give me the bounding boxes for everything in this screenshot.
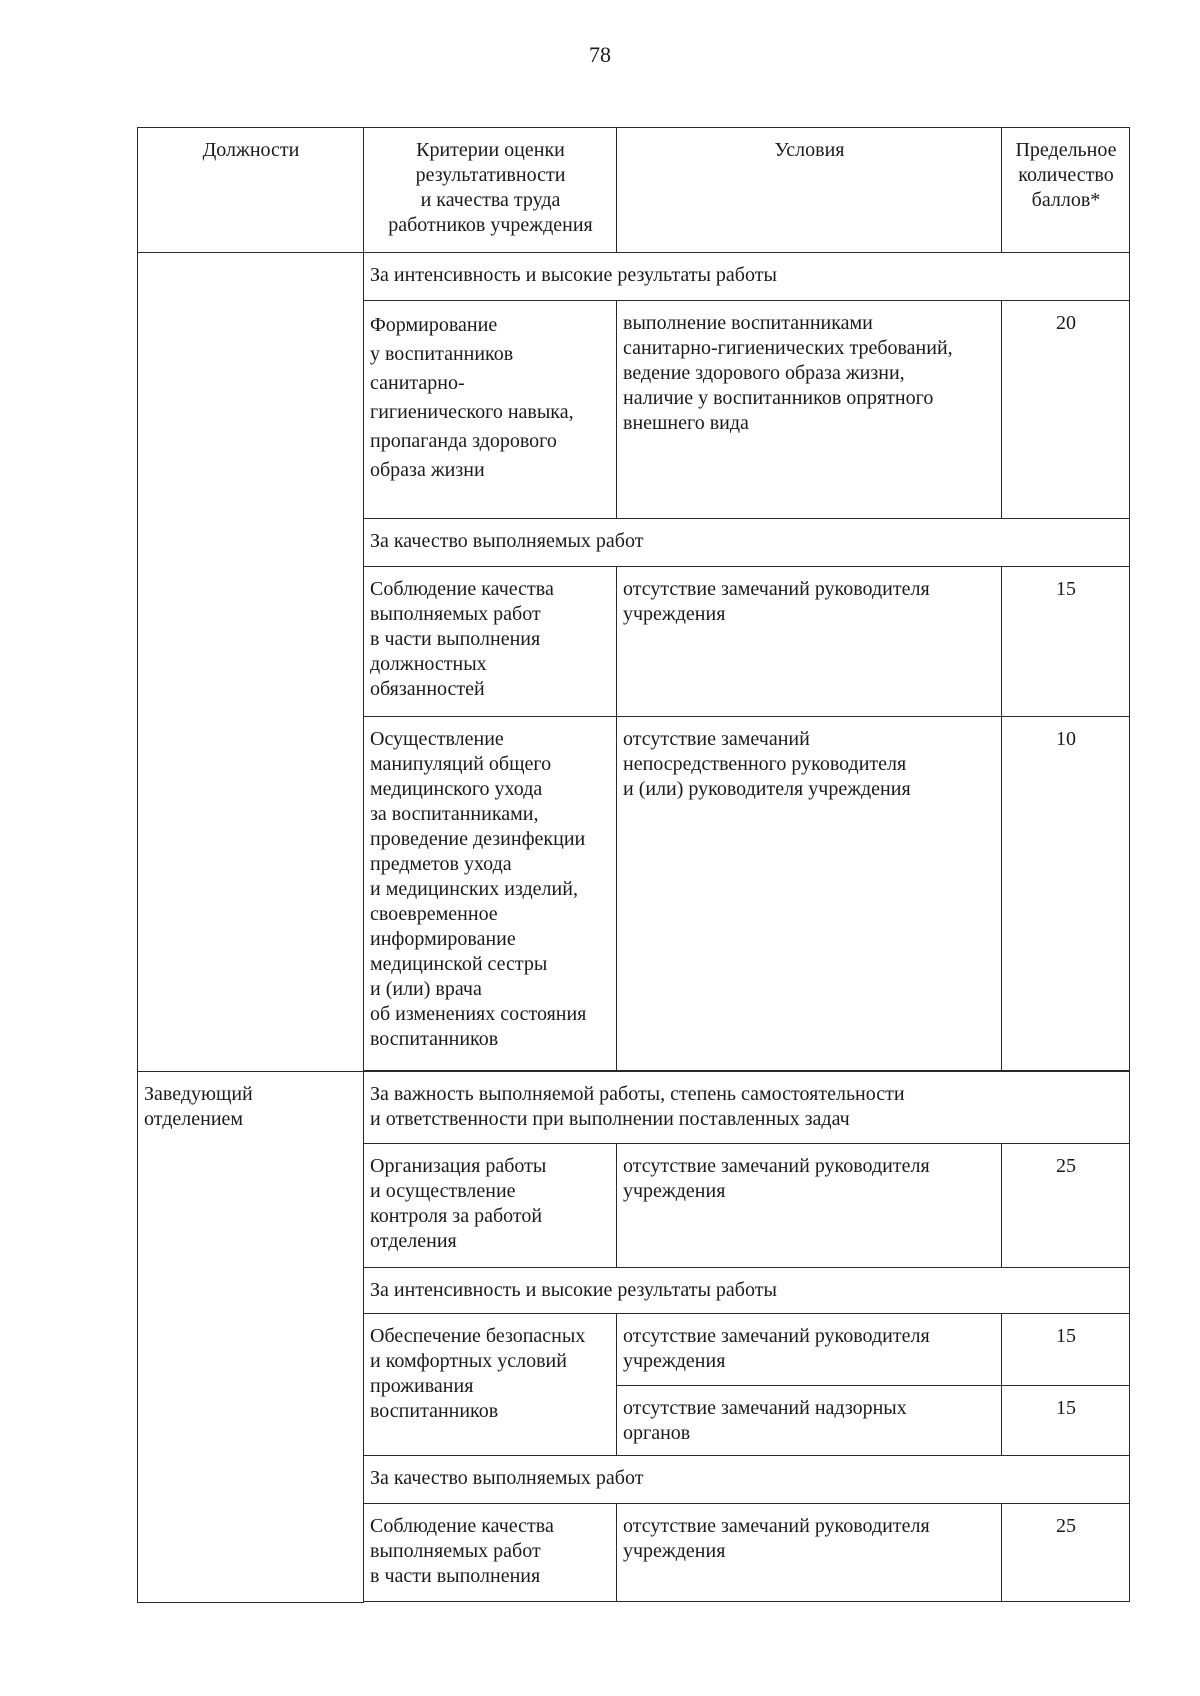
condition-cell: отсутствие замечаний руководителя учреждения — [617, 1504, 1002, 1602]
condition-cell: отсутствие замечаний руководителя учреждения — [617, 1314, 1002, 1386]
condition-cell: выполнение воспитанниками санитарно-гигиенических требований, ведение здорового образа жизни, наличие у воспитанников опрятного внешнего вида — [617, 301, 1002, 519]
header-max-points: Предельное количество баллов* — [1002, 128, 1130, 253]
criterion-cell: Соблюдение качества выполняемых работ в части выполнения — [364, 1504, 617, 1602]
header-criteria: Критерии оценки результативности и качества труда работников учреждения — [364, 128, 617, 253]
table-header-row — [138, 128, 1130, 253]
page-number: 78 — [589, 42, 611, 67]
points-cell: 15 — [1002, 1314, 1130, 1386]
criterion-cell: Организация работы и осуществление контроля за работой отделения — [364, 1144, 617, 1268]
header-conditions: Условия — [617, 128, 1002, 253]
condition-cell: отсутствие замечаний руководителя учреждения — [617, 1144, 1002, 1268]
points-cell: 10 — [1002, 717, 1130, 1071]
section-title: За интенсивность и высокие результаты работы — [364, 1268, 1130, 1314]
points-cell: 20 — [1002, 301, 1130, 519]
position-head-of-department: Заведующий отделением — [138, 1072, 364, 1603]
section-row — [138, 253, 1130, 301]
points-cell: 25 — [1002, 1144, 1130, 1268]
section-title: За качество выполняемых работ — [364, 519, 1130, 567]
points-cell: 25 — [1002, 1504, 1130, 1602]
criterion-cell: Осуществление манипуляций общего медицинского ухода за воспитанниками, проведение дезинфекции предметов ухода и медицинских изделий, своевременное информирование медицинской сестры и (или) врача об изменениях состояния воспитанников — [364, 717, 617, 1071]
criterion-cell: Формирование у воспитанников санитарно- гигиенического навыка, пропаганда здорового образа жизни — [364, 301, 617, 519]
condition-cell: отсутствие замечаний надзорных органов — [617, 1386, 1002, 1456]
section-row — [138, 1072, 1130, 1144]
condition-cell: отсутствие замечаний непосредственного руководителя и (или) руководителя учреждения — [617, 717, 1002, 1071]
header-position: Должности — [138, 128, 364, 253]
criterion-cell: Обеспечение безопасных и комфортных условий проживания воспитанников — [364, 1314, 617, 1456]
criteria-table — [137, 127, 1130, 1603]
criterion-cell: Соблюдение качества выполняемых работ в части выполнения должностных обязанностей — [364, 567, 617, 717]
points-cell: 15 — [1002, 1386, 1130, 1456]
section-title: За интенсивность и высокие результаты работы — [364, 253, 1130, 301]
points-cell: 15 — [1002, 567, 1130, 717]
section-title: За важность выполняемой работы, степень самостоятельности и ответственности при выполнении поставленных задач — [364, 1072, 1130, 1144]
condition-cell: отсутствие замечаний руководителя учреждения — [617, 567, 1002, 717]
section-title: За качество выполняемых работ — [364, 1456, 1130, 1504]
position-cell-empty — [138, 253, 364, 1072]
